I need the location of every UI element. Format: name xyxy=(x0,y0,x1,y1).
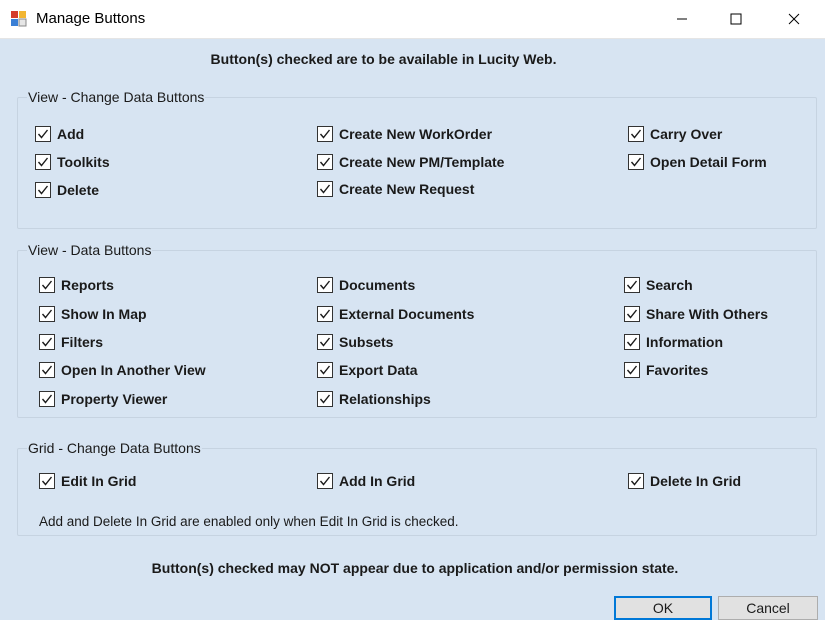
maximize-icon xyxy=(730,13,742,25)
checkbox-search[interactable]: Search xyxy=(624,275,693,295)
checkbox-external-documents[interactable]: External Documents xyxy=(317,304,474,324)
check-icon xyxy=(39,473,55,489)
window-title: Manage Buttons xyxy=(36,10,146,27)
close-icon xyxy=(788,13,800,25)
check-icon xyxy=(39,277,55,293)
check-icon xyxy=(317,473,333,489)
checkbox-add-in-grid[interactable]: Add In Grid xyxy=(317,471,415,491)
checkbox-information[interactable]: Information xyxy=(624,332,723,352)
check-icon xyxy=(317,306,333,322)
ok-button[interactable]: OK xyxy=(614,596,712,620)
check-icon xyxy=(317,277,333,293)
checkbox-delete-in-grid[interactable]: Delete In Grid xyxy=(628,471,741,491)
checkbox-reports[interactable]: Reports xyxy=(39,275,114,295)
title-bar xyxy=(0,0,825,39)
check-icon xyxy=(39,334,55,350)
check-icon xyxy=(628,473,644,489)
check-icon xyxy=(628,154,644,170)
checkbox-delete[interactable]: Delete xyxy=(35,180,99,200)
checkbox-favorites[interactable]: Favorites xyxy=(624,360,708,380)
minimize-button[interactable] xyxy=(655,0,709,38)
check-icon xyxy=(624,334,640,350)
checkbox-open-in-another-view[interactable]: Open In Another View xyxy=(39,360,206,380)
maximize-button[interactable] xyxy=(709,0,763,38)
check-icon xyxy=(317,391,333,407)
checkbox-export-data[interactable]: Export Data xyxy=(317,360,418,380)
check-icon xyxy=(624,362,640,378)
check-icon xyxy=(39,306,55,322)
checkbox-edit-in-grid[interactable]: Edit In Grid xyxy=(39,471,136,491)
checkbox-create-new-pm-template[interactable]: Create New PM/Template xyxy=(317,152,504,172)
check-icon xyxy=(317,362,333,378)
check-icon xyxy=(624,277,640,293)
checkbox-show-in-map[interactable]: Show In Map xyxy=(39,304,147,324)
grid-note: Add and Delete In Grid are enabled only when Edit In Grid is checked. xyxy=(39,514,459,529)
group-label: View - Change Data Buttons xyxy=(28,89,205,105)
group-label: Grid - Change Data Buttons xyxy=(28,440,201,456)
checkbox-create-new-request[interactable]: Create New Request xyxy=(317,179,474,199)
check-icon xyxy=(317,126,333,142)
checkbox-carry-over[interactable]: Carry Over xyxy=(628,124,722,144)
close-button[interactable] xyxy=(767,0,821,38)
app-icon xyxy=(10,10,27,27)
check-icon xyxy=(628,126,644,142)
checkbox-create-new-workorder[interactable]: Create New WorkOrder xyxy=(317,124,492,144)
checkbox-share-with-others[interactable]: Share With Others xyxy=(624,304,768,324)
checkbox-add[interactable]: Add xyxy=(35,124,84,144)
check-icon xyxy=(317,334,333,350)
instructions-heading: Button(s) checked are to be available in Lucity Web. xyxy=(210,51,557,67)
checkbox-documents[interactable]: Documents xyxy=(317,275,415,295)
check-icon xyxy=(35,182,51,198)
check-icon xyxy=(35,126,51,142)
check-icon xyxy=(35,154,51,170)
group-label: View - Data Buttons xyxy=(28,242,152,258)
check-icon xyxy=(317,181,333,197)
checkbox-subsets[interactable]: Subsets xyxy=(317,332,393,352)
check-icon xyxy=(317,154,333,170)
checkbox-property-viewer[interactable]: Property Viewer xyxy=(39,389,167,409)
checkbox-relationships[interactable]: Relationships xyxy=(317,389,431,409)
checkbox-open-detail-form[interactable]: Open Detail Form xyxy=(628,152,767,172)
check-icon xyxy=(39,362,55,378)
footer-warning: Button(s) checked may NOT appear due to application and/or permission state. xyxy=(151,560,679,576)
check-icon xyxy=(624,306,640,322)
cancel-button[interactable]: Cancel xyxy=(718,596,818,620)
minimize-icon xyxy=(676,13,688,25)
checkbox-filters[interactable]: Filters xyxy=(39,332,103,352)
checkbox-toolkits[interactable]: Toolkits xyxy=(35,152,110,172)
check-icon xyxy=(39,391,55,407)
